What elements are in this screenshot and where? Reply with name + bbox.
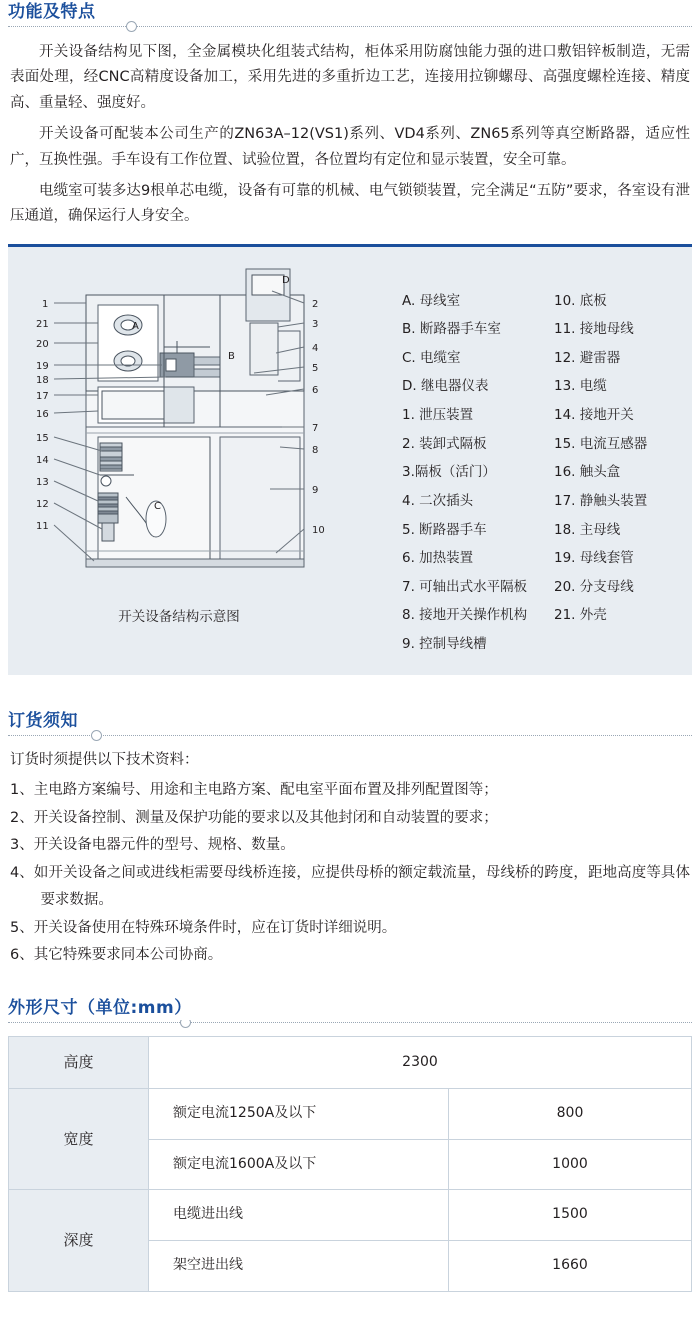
legend-item: 10. 底板 — [554, 292, 607, 309]
paragraph: 开关设备可配装本公司生产的ZN63A–12(VS1)系列、VD4系列、ZN65系列等真空断路器，适应性广，互换性强。手车设有工作位置、试验位置，各位置均有定位和显示装置，安全可靠。 — [10, 126, 690, 168]
section-header-dimensions — [0, 996, 700, 1026]
dimensions-table-wrap — [8, 1036, 692, 1292]
ordering-notes — [0, 749, 700, 970]
legend-item: 4. 二次插头 — [402, 492, 474, 509]
diagram-label-A: A — [132, 320, 139, 332]
diagram-figure — [14, 261, 344, 659]
legend-item: 16. 触头盒 — [554, 464, 621, 481]
section-title: 订货须知 — [8, 709, 84, 733]
diagram-legend — [348, 261, 686, 659]
divider — [8, 1022, 692, 1023]
legend-item: 21. 外壳 — [554, 607, 607, 624]
legend-item: 11. 接地母线 — [554, 321, 634, 338]
legend-item: 18. 主母线 — [554, 521, 621, 538]
legend-item: C. 电缆室 — [402, 349, 461, 366]
row-spec: 架空进出线 — [149, 1241, 449, 1292]
legend-item: 9. 控制导线槽 — [402, 635, 487, 652]
diagram-label-15: 15 — [36, 432, 49, 444]
legend-item: 13. 电缆 — [554, 378, 607, 395]
list-item: 4、如开关设备之间或进线柜需要母线桥连接，应提供母桥的额定载流量，母线桥的跨度，距地高度等具体要求数据。 — [10, 864, 690, 909]
divider — [8, 26, 692, 27]
row-label: 深度 — [9, 1190, 149, 1291]
row-label: 宽度 — [9, 1089, 149, 1190]
row-label: 高度 — [9, 1036, 149, 1088]
legend-column-2 — [534, 287, 686, 659]
row-spec: 电缆进出线 — [149, 1190, 449, 1241]
row-spec: 额定电流1600A及以下 — [149, 1139, 449, 1190]
diagram-label-5: 5 — [312, 362, 319, 374]
diagram-label-18: 18 — [36, 374, 49, 386]
legend-item: 14. 接地开关 — [554, 407, 634, 424]
diagram-label-6: 6 — [312, 384, 319, 396]
diagram-label-C: C — [154, 500, 161, 512]
diagram-label-19: 19 — [36, 360, 49, 372]
table-row — [9, 1089, 692, 1140]
legend-item: D. 继电器仪表 — [402, 378, 489, 395]
list-item: 5、开关设备使用在特殊环境条件时，应在订货时详细说明。 — [10, 919, 397, 936]
diagram-label-14: 14 — [36, 454, 49, 466]
dimensions-table — [8, 1036, 692, 1292]
legend-item: 3.隔板（活门） — [402, 464, 496, 481]
diagram-panel — [8, 244, 692, 675]
diagram-label-16: 16 — [36, 408, 49, 420]
diagram-label-D: D — [282, 274, 290, 286]
list-item: 1、主电路方案编号、用途和主电路方案、配电室平面布置及排列配置图等； — [10, 782, 498, 799]
diagram-label-3: 3 — [312, 318, 319, 330]
diagram-label-17: 17 — [36, 390, 49, 402]
section-title: 外形尺寸（单位:mm） — [8, 996, 198, 1020]
list-item: 2、开关设备控制、测量及保护功能的要求以及其他封闭和自动装置的要求； — [10, 809, 498, 826]
divider-dot — [91, 730, 102, 741]
legend-item: B. 断路器手车室 — [402, 321, 501, 338]
paragraph: 电缆室可装多达9根单芯电缆，设备有可靠的机械、电气锁锁装置，完全满足“五防”要求，各室设有泄压通道，确保运行人身安全。 — [10, 182, 690, 225]
legend-item: 17. 静触头装置 — [554, 492, 648, 509]
diagram-label-B: B — [228, 350, 235, 362]
table-row — [9, 1190, 692, 1241]
divider-dot — [126, 21, 137, 32]
diagram-label-10: 10 — [312, 524, 325, 536]
paragraph: 开关设备结构见下图，全金属模块化组装式结构，柜体采用防腐蚀能力强的进口敷铝锌板制造，无需表面处理，经CNC高精度设备加工，采用先进的多重折边工艺，连接用拉铆螺母、高强度螺栓连接、精度高、重量轻、强度好。 — [10, 44, 690, 111]
row-value: 1500 — [449, 1190, 692, 1241]
legend-item: 5. 断路器手车 — [402, 521, 487, 538]
switchgear-structure-diagram — [14, 261, 344, 601]
diagram-label-1: 1 — [42, 298, 49, 310]
divider — [8, 735, 692, 736]
diagram-label-8: 8 — [312, 444, 319, 456]
row-value: 1660 — [449, 1241, 692, 1292]
row-value: 1000 — [449, 1139, 692, 1190]
row-value: 2300 — [149, 1036, 692, 1088]
row-spec: 额定电流1250A及以下 — [149, 1089, 449, 1140]
features-body — [0, 40, 700, 230]
legend-item: 15. 电流互感器 — [554, 435, 648, 452]
page-title: 功能及特点 — [8, 0, 102, 24]
diagram-label-21: 21 — [36, 318, 49, 330]
table-row — [9, 1036, 692, 1088]
list-item: 3、开关设备电器元件的型号、规格、数量。 — [10, 837, 295, 854]
diagram-label-13: 13 — [36, 476, 49, 488]
section-header-ordering — [0, 709, 700, 739]
legend-item: 20. 分支母线 — [554, 578, 634, 595]
legend-column-1 — [348, 287, 534, 659]
legend-item: A. 母线室 — [402, 292, 461, 309]
diagram-label-11: 11 — [36, 520, 49, 532]
diagram-label-9: 9 — [312, 484, 319, 496]
legend-item: 6. 加热装置 — [402, 550, 474, 567]
section-header-features — [0, 0, 700, 30]
diagram-label-12: 12 — [36, 498, 49, 510]
legend-item: 8. 接地开关操作机构 — [402, 607, 528, 624]
diagram-label-4: 4 — [312, 342, 319, 354]
row-value: 800 — [449, 1089, 692, 1140]
diagram-label-2: 2 — [312, 298, 319, 310]
legend-item: 19. 母线套管 — [554, 550, 634, 567]
diagram-label-7: 7 — [312, 422, 319, 434]
list-item: 6、其它特殊要求同本公司协商。 — [10, 947, 223, 964]
legend-item: 2. 装卸式隔板 — [402, 435, 487, 452]
legend-item: 12. 避雷器 — [554, 349, 621, 366]
legend-item: 7. 可轴出式水平隔板 — [402, 578, 528, 595]
diagram-label-20: 20 — [36, 338, 49, 350]
ordering-lead: 订货时须提供以下技术资料： — [10, 751, 199, 768]
figure-caption: 开关设备结构示意图 — [118, 608, 240, 625]
legend-item: 1. 泄压装置 — [402, 407, 474, 424]
